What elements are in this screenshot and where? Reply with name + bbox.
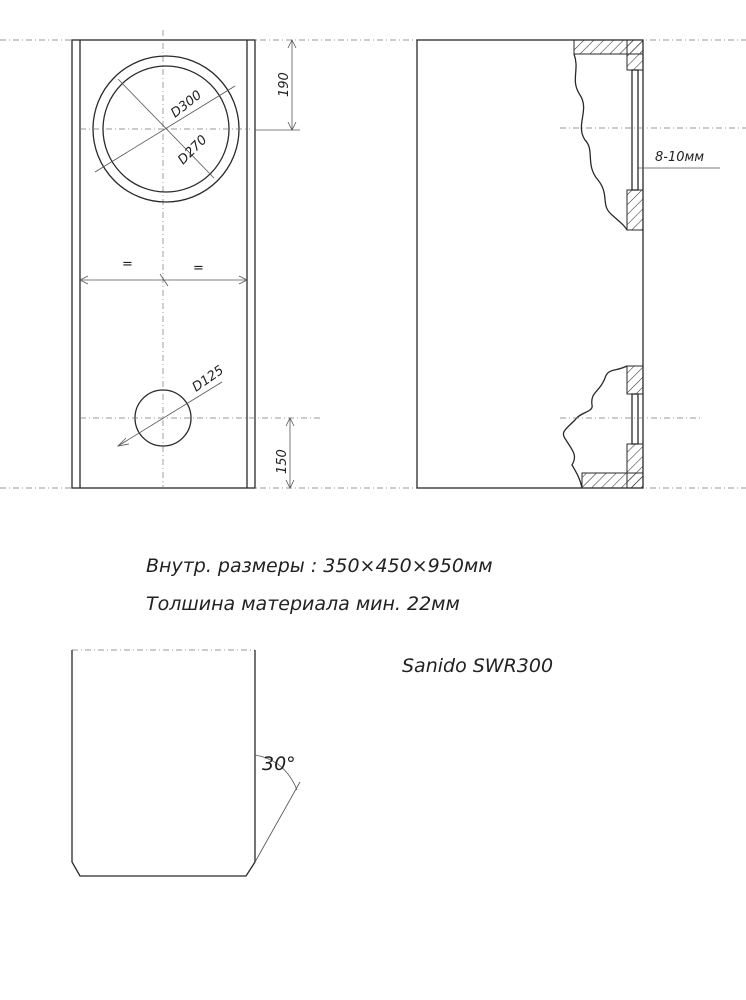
break-line-upper — [574, 54, 627, 230]
inner-dimensions-note: Внутр. размеры : 350×450×950мм — [146, 555, 493, 577]
notes — [146, 555, 553, 677]
material-thickness-note: Толшина материала мин. 22мм — [146, 593, 460, 615]
top-view-outline — [72, 650, 255, 876]
baffle-section-mid — [627, 190, 643, 230]
angle-label: 30° — [262, 753, 296, 775]
baffle-section-lower-top — [627, 366, 643, 394]
top-view — [72, 650, 300, 876]
gap-label: 8-10мм — [655, 150, 705, 165]
speaker-mount-slot — [632, 70, 638, 190]
baffle-panel — [72, 40, 255, 488]
front-view — [0, 30, 746, 488]
side-panel — [417, 40, 643, 488]
d125-arrow — [118, 438, 129, 446]
angle-line — [255, 782, 300, 862]
equal-mark-right: = — [193, 261, 204, 276]
d125-leader — [118, 382, 222, 446]
d270-label: D270 — [175, 132, 211, 168]
d125-label: D125 — [189, 363, 227, 396]
equal-mark-left: = — [122, 257, 133, 272]
bottom-wall-section — [582, 473, 643, 488]
break-line-lower — [563, 366, 627, 488]
port-tube-slot — [632, 394, 638, 444]
model-label: Sanido SWR300 — [402, 655, 554, 677]
dim-190-label: 190 — [277, 72, 292, 97]
side-view — [417, 40, 746, 488]
d300-label: D300 — [168, 87, 205, 122]
dim-150-label: 150 — [275, 449, 290, 474]
baffle-section-top — [627, 40, 643, 70]
